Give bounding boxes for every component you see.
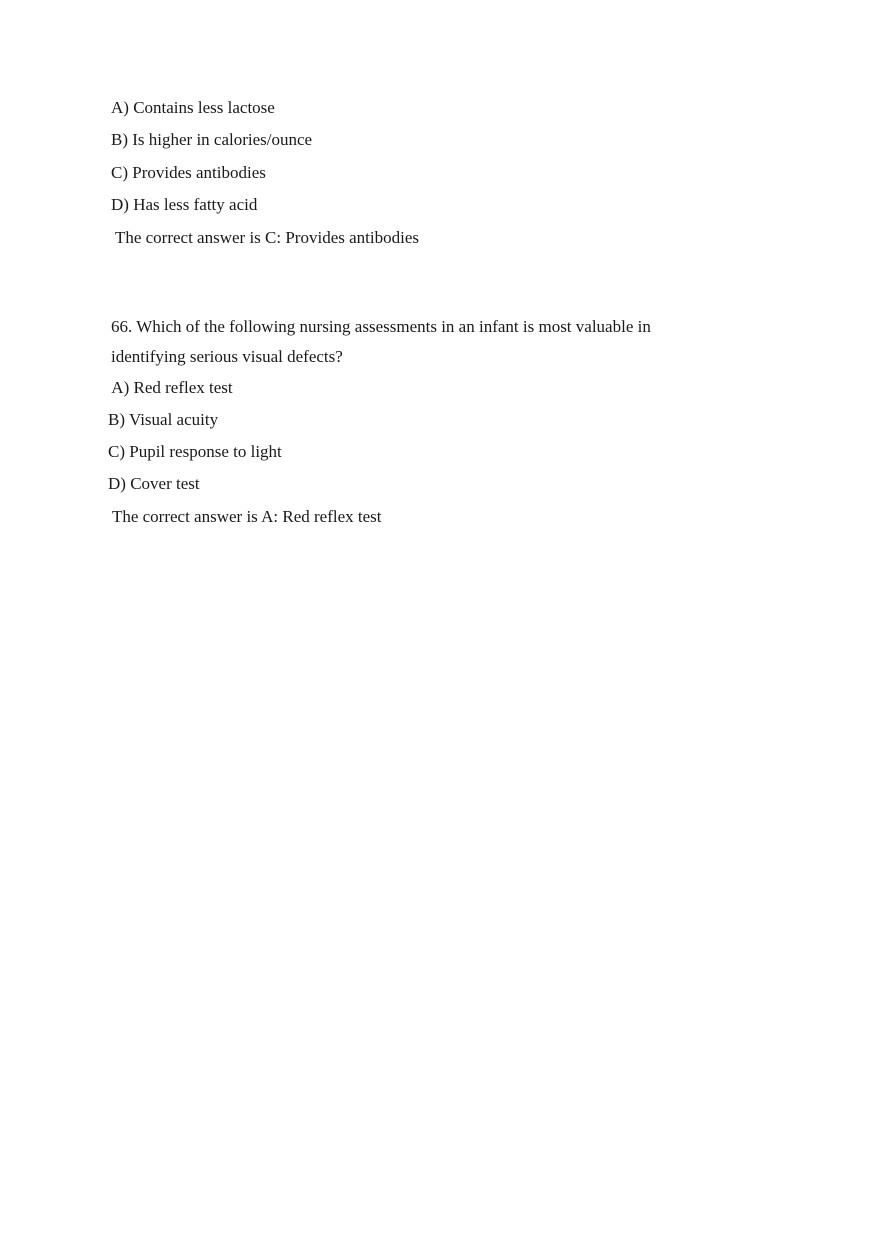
q66-correct-answer: The correct answer is A: Red reflex test — [108, 507, 382, 526]
q65-option-d: D) Has less fatty acid — [111, 195, 258, 214]
q65-correct-answer: The correct answer is C: Provides antibodies — [111, 228, 419, 247]
q66-option-a: A) Red reflex test — [108, 378, 233, 397]
q66-question-stem-line-2: identifying serious visual defects? — [111, 347, 343, 366]
q65-option-b: B) Is higher in calories/ounce — [111, 130, 313, 149]
q66-option-b: B) Visual acuity — [108, 410, 219, 429]
q65-option-c: C) Provides antibodies — [111, 163, 266, 182]
q66-option-c: C) Pupil response to light — [108, 442, 282, 461]
q66-option-d: D) Cover test — [108, 474, 200, 493]
q66-question-stem-line-1: 66. Which of the following nursing assessments in an infant is most valuable in — [111, 317, 651, 336]
q65-option-a: A) Contains less lactose — [111, 98, 275, 117]
